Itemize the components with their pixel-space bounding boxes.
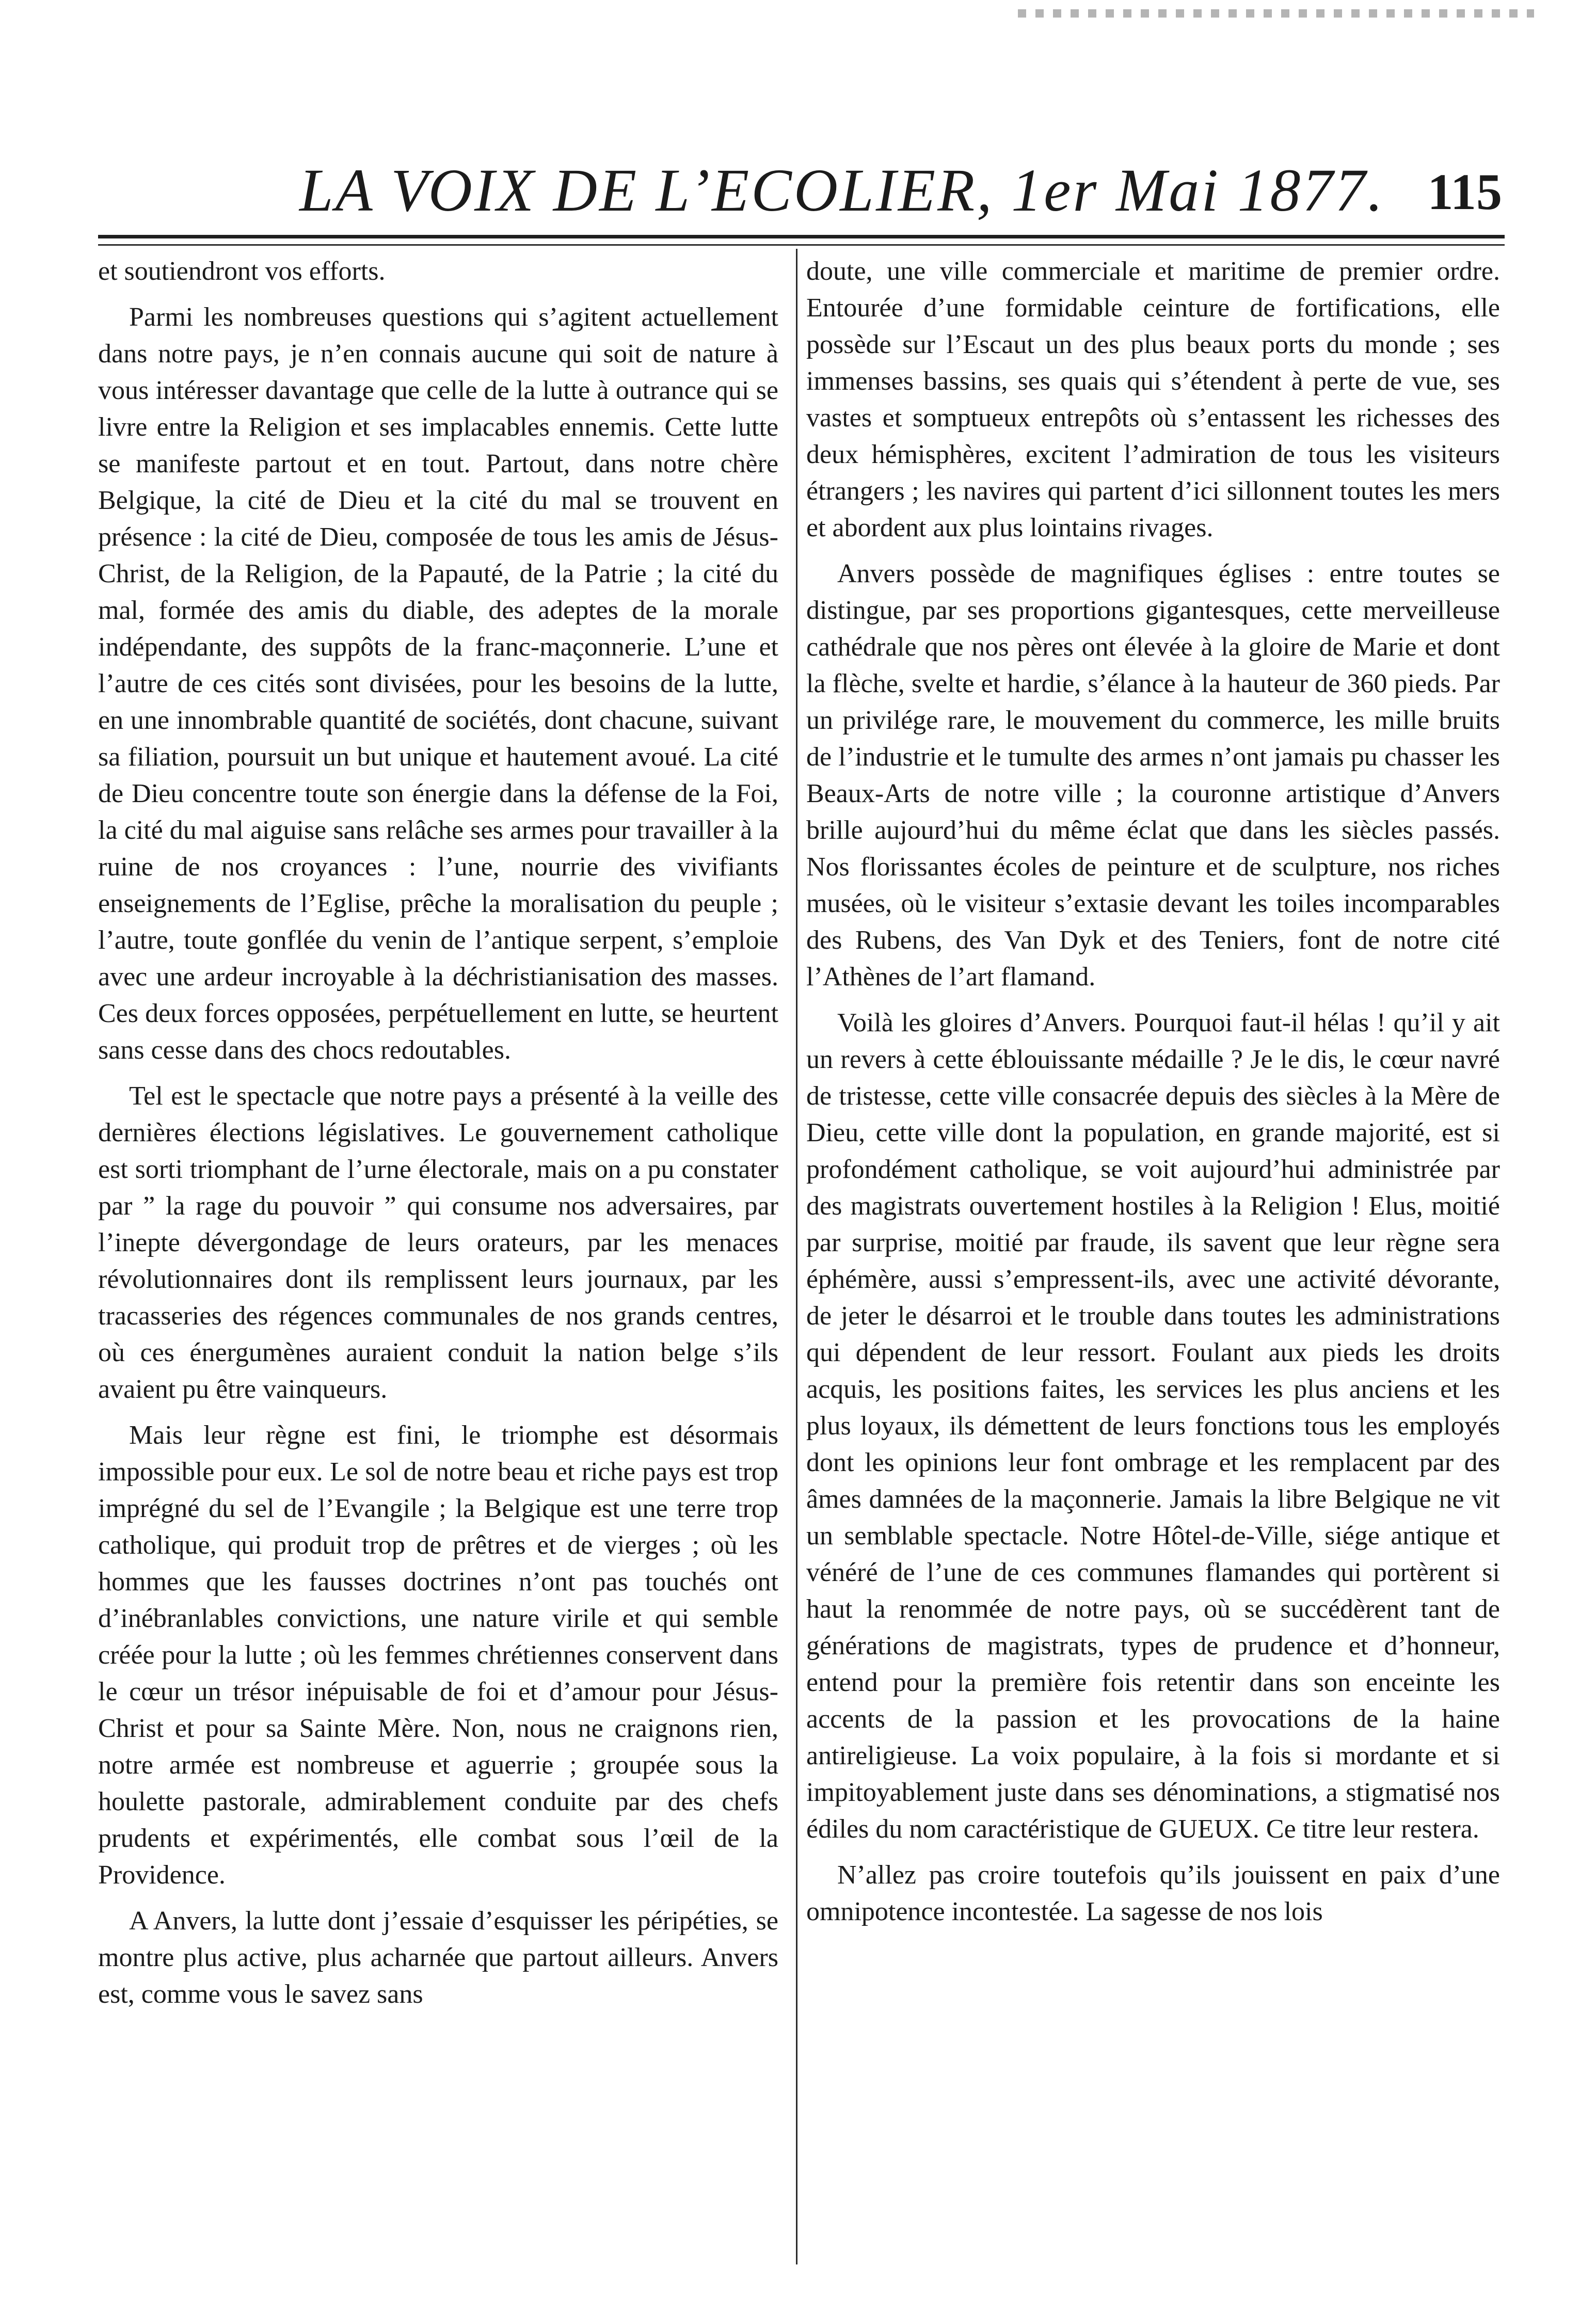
- column-divider: [796, 249, 797, 2264]
- paragraph-9: N’allez pas croire toutefois qu’ils jouissent en paix d’une omnipotence incontestée. La sagesse de nos lois: [806, 1860, 1500, 1926]
- print-artifact: [1018, 9, 1534, 18]
- header-rule-thick: [98, 235, 1505, 238]
- paragraph-6: doute, une ville commerciale et maritime de premier ordre. Entourée d’une formidable ceinture de fortifications, elle possède sur l’Escaut un des plus beaux ports du monde ; ses immenses bassins, ses quais qui s’étendent à perte de vue, ses vastes et somptueux entrepôts où s’entassent les richesses des deux hémisphères, excitent l’admiration de tous les visiteurs étrangers ; les navires qui partent d’ici sillonnent toutes les mers et abordent aux plus lointains rivages.: [806, 257, 1500, 542]
- paragraph-8: Voilà les gloires d’Anvers. Pourquoi faut-il hélas ! qu’il y ait un revers à cette éblouissante médaille ? Je le dis, le cœur navré de tristesse, cette ville consacrée depuis des siècles à la Mère de Dieu, cette ville dont la population, en grande majorité, est si profondément catholique, se voit aujourd’hui administrée par des magistrats ouvertement hostiles à la Religion ! Elus, moitié par surprise, moitié par fraude, ils savent que leur règne sera éphémère, aussi s’empressent-ils, avec une activité dévorante, de jeter le désarroi et le trouble dans toutes les administrations qui dépendent de leur ressort. Foulant aux pieds les droits acquis, les positions faites, les services les plus anciens et les plus loyaux, ils démettent de leurs fonctions tous les employés dont les opinions leur font ombrage et les remplacent par des âmes damnées de la maçonnerie. Jamais la libre Belgique ne vit un semblable spectacle. Notre Hôtel-de-Ville, siége antique et vénéré de l’une de ces communes flamandes qui portèrent si haut la renommée de notre pays, où se succédèrent tant de générations de magistrats, types de prudence et d’honneur, entend pour la première fois retentir dans son enceinte les accents de la passion et les provocations de la haine antireligieuse. La voix populaire, à la fois si mordante et si impitoyablement juste dans ses dénominations, a stigmatisé nos édiles du nom caractéristique de GUEUX. Ce titre leur restera.: [806, 1008, 1500, 1844]
- left-text-column: [98, 253, 778, 2261]
- page-header: [98, 139, 1502, 237]
- paragraph-5: A Anvers, la lutte dont j’essaie d’esquisser les péripéties, se montre plus active, plus acharnée que partout ailleurs. Anvers est, comme vous le savez sans: [98, 1906, 778, 2009]
- paragraph-7: Anvers possède de magnifiques églises : entre toutes se distingue, par ses proportions gigantesques, cette merveilleuse cathédrale que nos pères ont élevée à la gloire de Marie et dont la flèche, svelte et hardie, s’élance à la hauteur de 360 pieds. Par un privilége rare, le mouvement du commerce, les mille bruits de l’industrie et le tumulte des armes n’ont jamais pu chasser les Beaux-Arts de notre ville ; la couronne artistique d’Anvers brille aujourd’hui du même éclat que dans les siècles passés. Nos florissantes écoles de peinture et de sculpture, nos riches musées, où le visiteur s’extasie devant les toiles incomparables des Rubens, des Van Dyk et des Teniers, font de notre cité l’Athènes de l’art flamand.: [806, 559, 1500, 992]
- paragraph-2: Parmi les nombreuses questions qui s’agitent actuellement dans notre pays, je n’en connais aucune qui soit de nature à vous intéresser davantage que celle de la lutte à outrance qui se livre entre la Religion et ses implacables ennemis. Cette lutte se manifeste partout et en tout. Partout, dans notre chère Belgique, la cité de Dieu et la cité du mal se trouvent en présence : la cité de Dieu, composée de tous les amis de Jésus-Christ, de la Religion, de la Papauté, de la Patrie ; la cité du mal, formée des amis du diable, des adeptes de la morale indépendante, des suppôts de la franc-maçonnerie. L’une et l’autre de ces cités sont divisées, pour les besoins de la lutte, en une innombrable quantité de sociétés, dont chacune, suivant sa filiation, poursuit un but unique et hautement avoué. La cité de Dieu concentre toute son énergie dans la défense de la Foi, la cité du mal aiguise sans relâche ses armes pour travailler à la ruine de nos croyances : l’une, nourrie des vivifiants enseignements de l’Eglise, prêche la moralisation du peuple ; l’autre, toute gonflée du venin de l’antique serpent, s’emploie avec une ardeur incroyable à la déchristianisation des masses. Ces deux forces opposées, perpétuellement en lutte, se heurtent sans cesse dans des chocs redoutables.: [98, 302, 778, 1065]
- paragraph-1: et soutiendront vos efforts.: [98, 257, 386, 286]
- page-number: 115: [1427, 163, 1502, 220]
- paragraph-4: Mais leur règne est fini, le triomphe est désormais impossible pour eux. Le sol de notre beau et riche pays est trop imprégné du sel de l’Evangile ; la Belgique est une terre trop catholique, qui produit trop de prêtres et de vierges ; où les hommes que les fausses doctrines n’ont pas touchés ont d’inébranlables convictions, une nature virile et qui semble créée pour la lutte ; où les femmes chrétiennes conservent dans le cœur un trésor inépuisable de foi et d’amour pour Jésus-Christ et pour sa Sainte Mère. Non, nous ne craignons rien, notre armée est nombreuse et aguerrie ; groupée sous la houlette pastorale, admirablement conduite par des chefs prudents et expérimentés, elle combat sous l’œil de la Providence.: [98, 1421, 778, 1890]
- publication-title: LA VOIX DE L’ECOLIER, 1er Mai 1877.: [299, 156, 1385, 224]
- paragraph-3: Tel est le spectacle que notre pays a présenté à la veille des dernières élections législatives. Le gouvernement catholique est sorti triomphant de l’urne électorale, mais on a pu constater par ” la rage du pouvoir ” qui consume nos adversaires, par l’inepte dévergondage de leurs orateurs, par les menaces révolutionnaires dont ils remplissent leurs journaux, par les tracasseries des régences communales de nos grands centres, où ces énergumènes auraient conduit la nation belge s’ils avaient pu être vainqueurs.: [98, 1081, 778, 1404]
- right-text-column: [806, 253, 1500, 2261]
- header-rule-thin: [98, 244, 1505, 246]
